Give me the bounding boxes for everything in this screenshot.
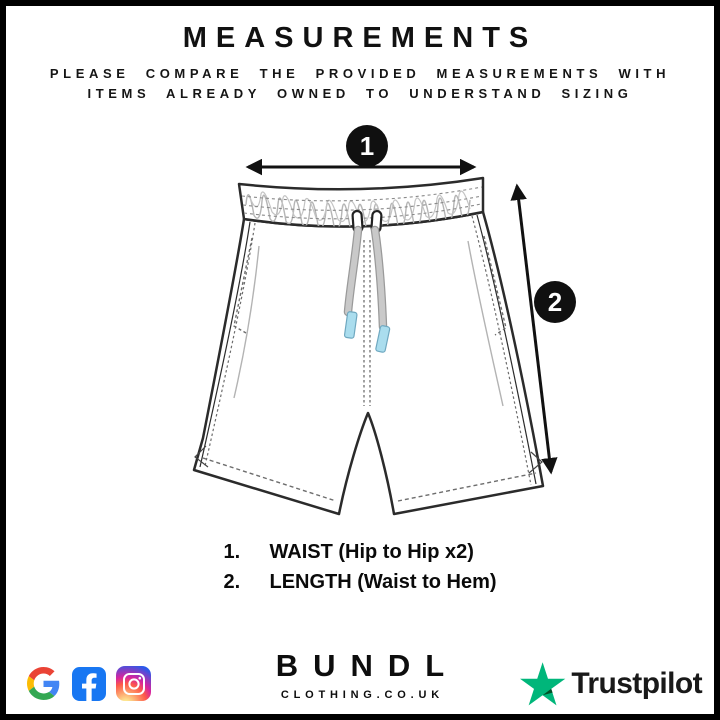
brand-logo <box>261 648 460 701</box>
google-icon[interactable] <box>26 666 61 701</box>
brand-tagline: CLOTHING.CO.UK <box>280 689 444 701</box>
subtitle-line-2: ITEMS ALREADY OWNED TO UNDERSTAND SIZING <box>87 86 633 101</box>
header <box>6 22 714 104</box>
shorts-measurement-diagram <box>176 118 596 548</box>
legend-item-waist <box>223 537 496 567</box>
page-subtitle <box>6 64 714 104</box>
legend-label-length: LENGTH (Waist to Hem) <box>269 571 497 593</box>
facebook-icon[interactable] <box>71 666 106 701</box>
subtitle-line-1: PLEASE COMPARE THE PROVIDED MEASUREMENTS WITH <box>49 66 671 81</box>
legend-item-length <box>223 567 496 597</box>
badge-2-number: 2 <box>547 287 563 317</box>
legend-number-2: 2. <box>223 571 241 593</box>
measurement-badge-2 <box>534 281 576 323</box>
shorts-flat-drawing <box>194 178 543 514</box>
trustpilot-badge[interactable] <box>520 662 702 706</box>
social-icons <box>26 666 151 701</box>
measurement-badge-1 <box>346 125 388 167</box>
trustpilot-star-icon <box>520 662 566 706</box>
brand-name: BUNDL <box>275 648 460 683</box>
badge-1-number: 1 <box>359 131 375 161</box>
page-title: MEASUREMENTS <box>182 22 538 54</box>
instagram-icon[interactable] <box>116 666 151 701</box>
legend-label-waist: WAIST (Hip to Hip x2) <box>269 541 474 563</box>
measurement-legend <box>6 537 714 597</box>
legend-number-1: 1. <box>223 541 241 563</box>
trustpilot-label: Trustpilot <box>571 667 702 700</box>
